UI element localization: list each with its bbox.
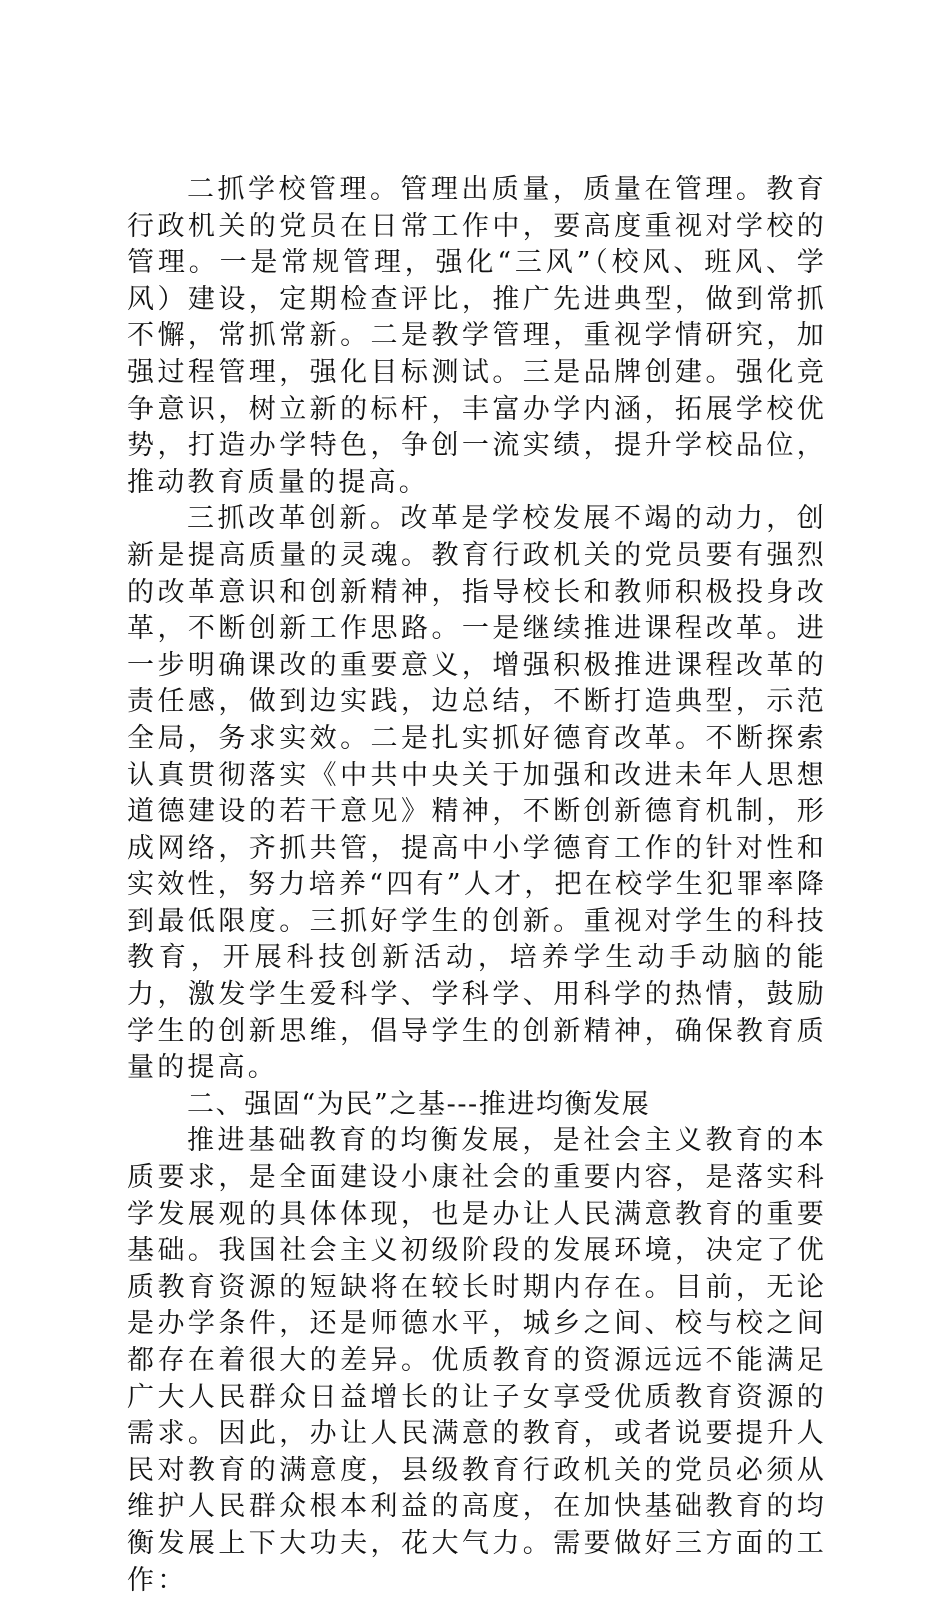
- document-body: [127, 172, 827, 1599]
- paragraph-school-management: 二抓学校管理。管理出质量，质量在管理。教育行政机关的党员在日常工作中，要高度重视对学校的管理。一是常规管理，强化“三风”（校风、班风、学风）建设，定期检查评比，推广先进典型，做到常抓不懈，常抓常新。二是教学管理，重视学情研究，加强过程管理，强化目标测试。三是品牌创建。强化竞争意识，树立新的标杆，丰富办学内涵，拓展学校优势，打造办学特色，争创一流实绩，提升学校品位，推动教育质量的提高。: [127, 174, 827, 498]
- section-heading: 二、强固“为民”之基---推进均衡发展: [187, 1088, 651, 1120]
- paragraph-balanced-development: 推进基础教育的均衡发展，是社会主义教育的本质要求，是全面建设小康社会的重要内容，是落实科学发展观的具体体现，也是办让人民满意教育的重要基础。我国社会主义初级阶段的发展环境，决定了优质教育资源的短缺将在较长时期内存在。目前，无论是办学条件，还是师德水平，城乡之间、校与校之间都存在着很大的差异。优质教育的资源远远不能满足广大人民群众日益增长的让子女享受优质教育资源的需求。因此，办让人民满意的教育，或者说要提升人民对教育的满意度，县级教育行政机关的党员必须从维护人民群众根本利益的高度，在加快基础教育的均衡发展上下大功夫，花大气力。需要做好三方面的工作：: [127, 1125, 827, 1596]
- paragraph-reform-innovation: 三抓改革创新。改革是学校发展不竭的动力，创新是提高质量的灵魂。教育行政机关的党员要有强烈的改革意识和创新精神，指导校长和教师积极投身改革，不断创新工作思路。一是继续推进课程改革。进一步明确课改的重要意义，增强积极推进课程改革的责任感，做到边实践，边总结，不断打造典型，示范全局，务求实效。二是扎实抓好德育改革。不断探索认真贯彻落实《中共中央关于加强和改进未年人思想道德建设的若干意见》精神，不断创新德育机制，形成网络，齐抓共管，提高中小学德育工作的针对性和实效性，努力培养“四有”人才，把在校学生犯罪率降到最低限度。三抓好学生的创新。重视对学生的科技教育，开展科技创新活动，培养学生动手动脑的能力，激发学生爱科学、学科学、用科学的热情，鼓励学生的创新思维，倡导学生的创新精神，确保教育质量的提高。: [127, 503, 827, 1084]
